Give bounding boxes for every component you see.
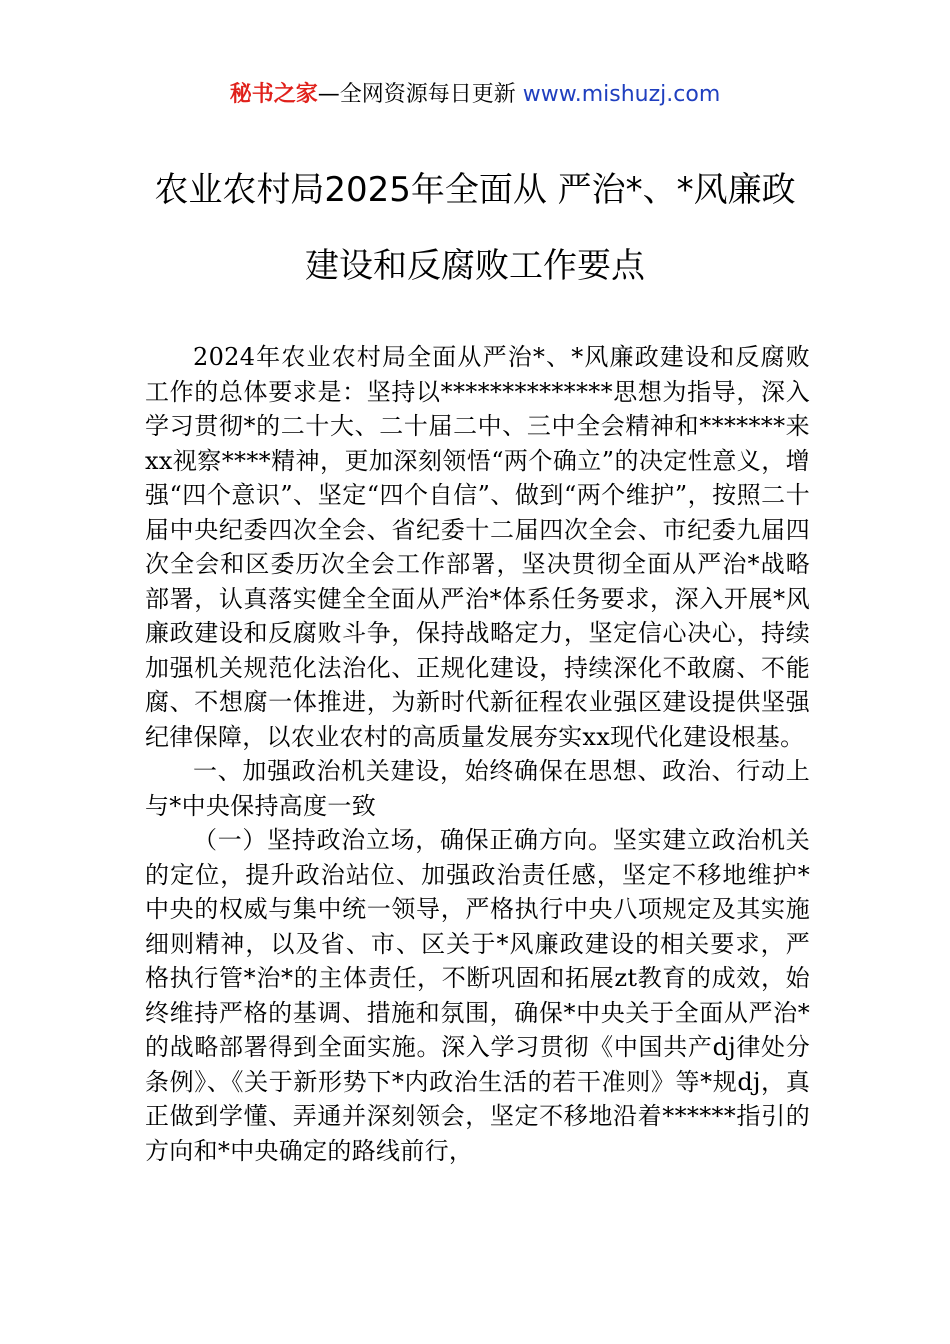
document-body (145, 340, 810, 1168)
document-title (100, 152, 850, 304)
site-banner (0, 80, 950, 110)
subsection-paragraph-1: （一）坚持政治立场，确保正确方向。坚实建立政治机关的定位，提升政治站位、加强政治责任感，坚定不移地维护*中央的权威与集中统一领导，严格执行中央八项规定及其实施细则精神，以及省、市、区关于*风廉政建设的相关要求，严格执行管*治*的主体责任，不断巩固和拓展zt教育的成效，始终维持严格的基调、措施和氛围，确保*中央关于全面从严治*的战略部署得到全面实施。深入学习贯彻《中国共产dj律处分条例》、《关于新形势下*内政治生活的若干准则》等*规dj，真正做到学懂、弄通并深刻领会，坚定不移地沿着******指引的方向和*中央确定的路线前行， (145, 826, 810, 1165)
document-title-line-1: 农业农村局2025年全面从 严治*、*风廉政 (154, 170, 796, 210)
site-url-link[interactable]: www.mishuzj.com (522, 82, 721, 107)
site-tagline: —全网资源每日更新 (317, 82, 523, 107)
site-brand: 秘书之家 (229, 82, 318, 107)
document-title-line-2: 建设和反腐败工作要点 (305, 246, 645, 286)
section-heading-1: 一、加强政治机关建设，始终确保在思想、政治、行动上与*中央保持高度一致 (145, 757, 810, 820)
intro-paragraph: 2024年农业农村局全面从严治*、*风廉政建设和反腐败工作的总体要求是：坚持以**************思想为指导，深入学习贯彻*的二十大、二十届二中、三中全会精神和*******来xx视察****精神，更加深刻领悟“两个确立”的决定性意义，增强“四个意识”、坚定“四个自信”、做到“两个维护”，按照二十届中央纪委四次全会、省纪委十二届四次全会、市纪委九届四次全会和区委历次全会工作部署，坚决贯彻全面从严治*战略部署，认真落实健全全面从严治*体系任务要求，深入开展*风廉政建设和反腐败斗争，保持战略定力，坚定信心决心，持续加强机关规范化法治化、正规化建设，持续深化不敢腐、不能腐、不想腐一体推进，为新时代新征程农业强区建设提供坚强纪律保障，以农业农村的高质量发展夯实xx现代化建设根基。 (145, 343, 810, 751)
